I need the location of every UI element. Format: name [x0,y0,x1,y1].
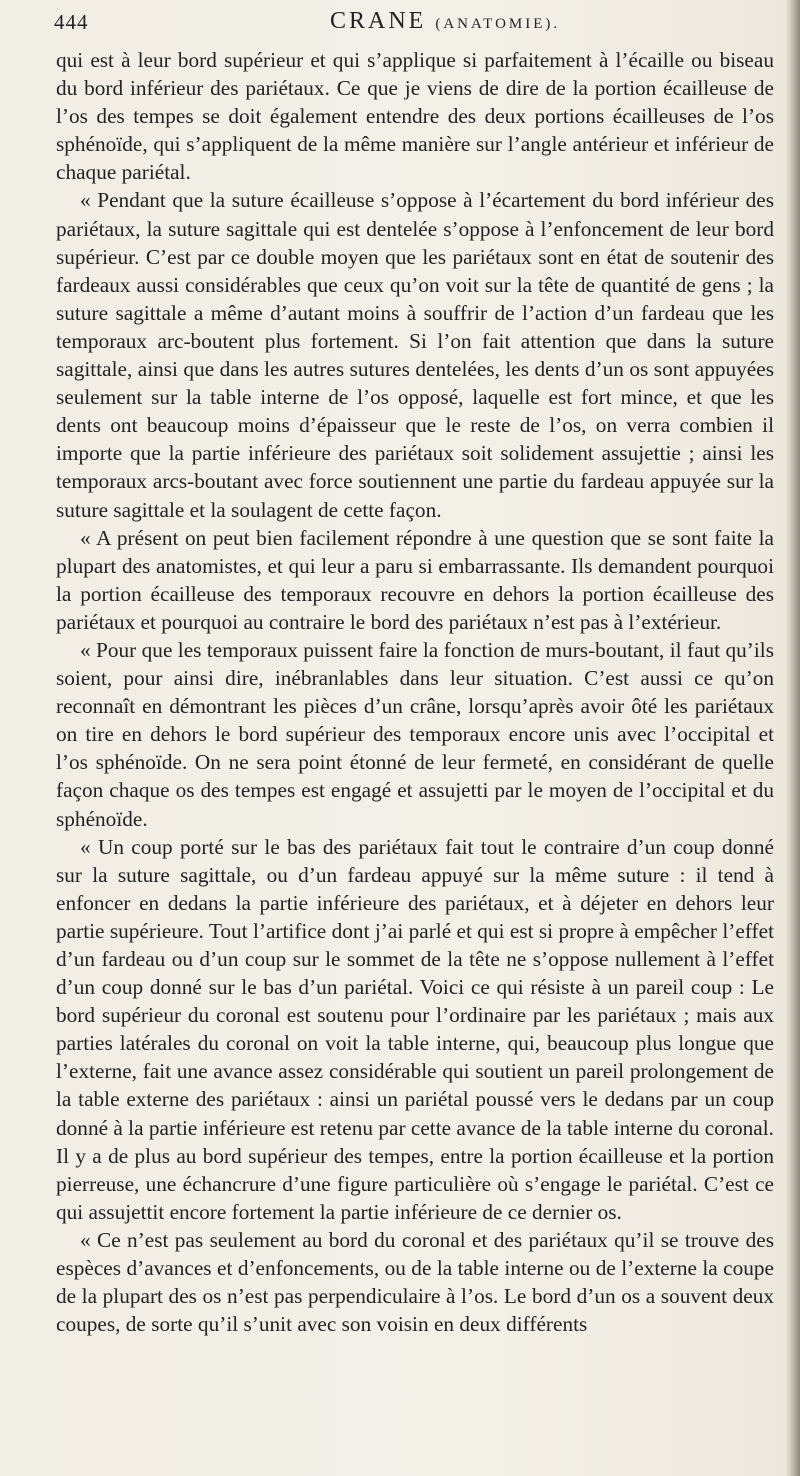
paragraph-3: « A présent on peut bien facilement répondre à une question que se sont faite la plupart des anatomistes, et qui leur a paru si embarrassante. Ils demandent pourquoi la portion écailleuse des temporaux recouvre en dehors la portion écailleuse des pariétaux et pourquoi au contraire le bord des pariétaux n’est pas à l’extérieur. [56,525,774,634]
body-text [56,46,774,1338]
running-title-sub: (ANATOMIE). [435,16,561,32]
page-gutter-edge [786,0,800,1476]
paragraph-5: « Un coup porté sur le bas des pariétaux fait tout le contraire d’un coup donné sur la suture sagittale, ou d’un fardeau appuyé sur la même suture : il tend à enfoncer en dedans la partie inférieure des pariétaux, et à déjeter en dehors leur partie supérieure. Tout l’artifice dont j’ai parlé et qui est si propre à empêcher l’effet d’un fardeau ou d’un coup sur le sommet de la tête ne s’oppose nullement à l’effet d’un coup donné sur le bas d’un pariétal. Voici ce qui résiste à un pareil coup : Le bord supérieur du coronal est soutenu pour l’ordinaire par les pariétaux ; mais aux parties latérales du coronal on voit la table interne, qui, beaucoup plus longue que l’externe, fait une avance assez considérable qui soutient un pareil prolongement de la table externe des pariétaux : ainsi un pariétal poussé vers le dedans par un coup donné à la partie inférieure est retenu par cette avance de la table interne du coronal. Il y a de plus au bord supérieur des tempes, entre la portion écailleuse et la portion pierreuse, une échancrure d’une figure particulière où s’engage le pariétal. C’est ce qui assujettit encore fortement la partie inférieure de ce dernier os. [56,834,774,1224]
paragraph-4: « Pour que les temporaux puissent faire la fonction de murs-boutant, il faut qu’ils soient, pour ainsi dire, inébranlables dans leur situation. C’est aussi ce qu’on reconnaît en démontrant les pièces d’un crâne, lorsqu’après avoir ôté les pariétaux on tire en dehors le bord supérieur des temporaux encore unis avec l’occipital et l’os sphénoïde. On ne sera point étonné de leur fermeté, en considérant de quelle façon chaque os des tempes est engagé et assujetti par le moyen de l’occipital et du sphénoïde. [56,637,774,831]
paragraph-6: « Ce n’est pas seulement au bord du coronal et des pariétaux qu’il se trouve des espèces d’avances et d’enfoncements, ou de la table interne ou de l’externe la coupe de la plupart des os n’est pas perpendiculaire à l’os. Le bord d’un os a souvent deux coupes, de sorte qu’il s’unit avec son voisin en deux différents [56,1227,774,1337]
paragraph-2: « Pendant que la suture écailleuse s’oppose à l’écartement du bord inférieur des pariétaux, la suture sagittale qui est dentelée s’oppose à l’enfoncement de leur bord supérieur. C’est par ce double moyen que les pariétaux sont en état de soutenir des fardeaux aussi considérables que ceux qu’on voit sur la tête de quantité de gens ; la suture sagittale a même d’autant moins à souffrir de l’action d’un fardeau que les temporaux arc-boutent plus fortement. Si l’on fait attention que dans la suture sagittale, ainsi que dans les autres sutures dentelées, les dents d’un os sont appuyées seulement sur la table interne de l’os opposé, laquelle est fort mince, et que les dents ont beaucoup moins d’épaisseur que le reste de l’os, on verra combien il importe que la partie inférieure des pariétaux soit solidement assujettie ; ainsi les temporaux arcs-boutant avec force soutiennent une partie du fardeau appuyée sur la suture sagittale et la soulagent de cette façon. [56,188,774,522]
running-title [330,8,560,35]
running-title-main: CRANE [330,8,427,34]
page-header [54,4,774,44]
page-number: 444 [54,10,89,34]
paragraph-1: qui est à leur bord supérieur et qui s’applique si parfaitement à l’écaille ou biseau du bord inférieur des pariétaux. Ce que je viens de dire de la portion écailleuse de l’os des tempes se doit également entendre des deux portions écailleuses de l’os sphénoïde, qui s’appliquent de la même manière sur l’angle antérieur et inférieur de chaque pariétal. [56,48,774,185]
